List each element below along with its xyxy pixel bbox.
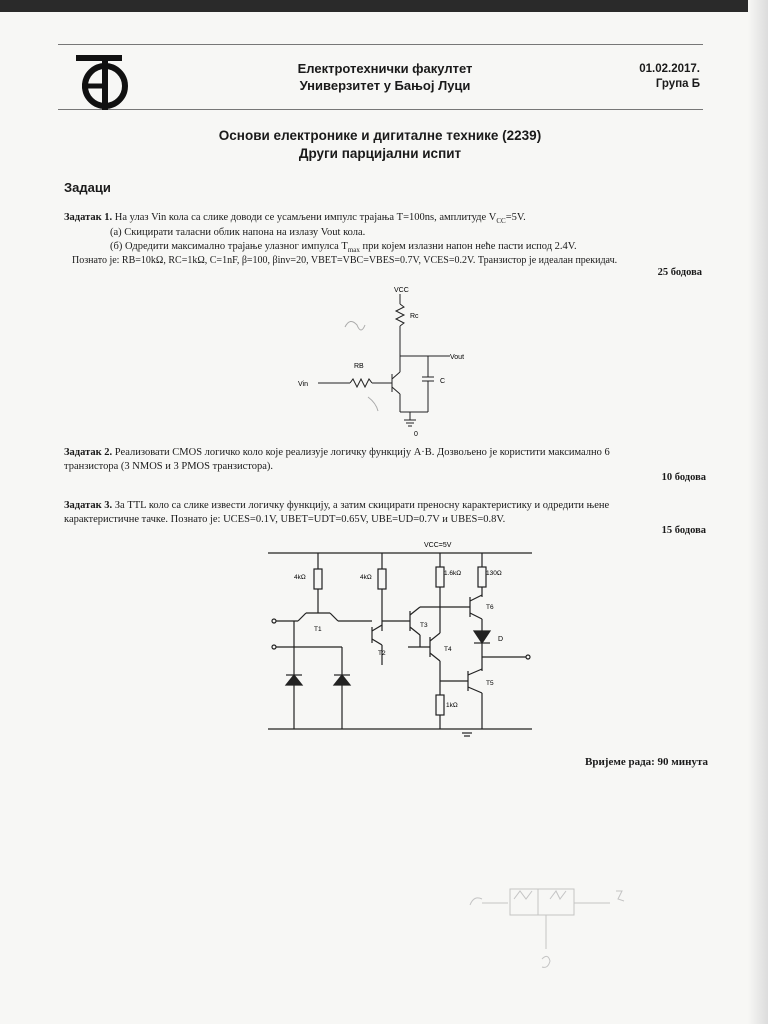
task3-text2a: карактеристичне тачке. Познато је: U <box>64 514 231 525</box>
work-time: Вријеме рада: 90 минута <box>584 756 708 768</box>
circuit1-diagram <box>290 282 510 438</box>
c2-d: D <box>498 636 504 643</box>
c2-r5: 1kΩ <box>446 702 458 709</box>
c1-rc: Rc <box>410 313 419 320</box>
task1-text: На улаз Vin кола са слике доводи се усамљени импулс трајања T=100ns, амплитуде V <box>114 212 497 223</box>
task1-b1: (б) Одредити максимално трајање улазног импулса T <box>110 241 348 252</box>
c1-vout: Vout <box>450 354 465 361</box>
task1-sub: CC <box>496 217 506 226</box>
exam-subtitle: Други парцијални испит <box>298 146 462 161</box>
task1-label: Задатак 1. <box>64 212 113 223</box>
scan-edge-right <box>748 0 768 1024</box>
c2-r1: 4kΩ <box>294 574 306 581</box>
task3-points: 15 бодова <box>661 525 706 536</box>
c1-vin: Vin <box>298 381 308 388</box>
c2-t4: T4 <box>444 646 452 653</box>
c1-vcc: VCC <box>394 287 409 294</box>
task3-line2 <box>64 513 505 526</box>
university-name: Универзитет у Бањој Луци <box>299 78 471 93</box>
task2-label: Задатак 2. <box>64 447 113 458</box>
task3-line1 <box>64 499 609 512</box>
c2-t1: T1 <box>314 626 322 633</box>
task2-line1 <box>64 446 610 459</box>
task3-text1: За TTL коло са слике извести логичку функцију, а затим скицирати преносну карактеристику и одредити њене <box>114 500 610 511</box>
etf-logo <box>72 50 134 112</box>
task2-points: 10 бодова <box>661 472 706 483</box>
c1-rb: RB <box>354 363 364 370</box>
c2-r3: 1.6kΩ <box>444 570 462 577</box>
scan-edge-top <box>0 0 768 12</box>
task3-text2b: CES=0.1V, UBET=UDT=0.65V, UBE=UD=0.7V и UBES=0.8V. <box>230 514 506 525</box>
task1-b2: при којем излазни напон неће пасти испод 2.4V. <box>359 241 577 252</box>
c2-t2: T2 <box>378 650 386 657</box>
c2-t3: T3 <box>420 622 428 629</box>
exam-date: 01.02.2017. <box>639 63 700 75</box>
header-rule-bottom <box>58 109 703 110</box>
faculty-name: Електротехнички факултет <box>297 61 473 76</box>
pencil-sketch <box>460 875 640 975</box>
circuit2-diagram <box>260 535 540 745</box>
task2-text1: Реализовати CMOS логичко коло које реализује логичку функцију A·B. Дозвољено је користити максимално 6 <box>114 447 610 458</box>
c2-t5: T5 <box>486 680 494 687</box>
task1-points: 25 бодова <box>657 267 702 278</box>
task1-known-a: Познато је: R <box>72 255 129 266</box>
date-block <box>600 62 700 92</box>
c1-gnd: 0 <box>414 431 418 438</box>
task1-text-end: =5V. <box>505 212 526 223</box>
task1-a: (а) Скицирати таласни облик напона на излазу Vout кола. <box>110 227 366 238</box>
task2-text2: транзистора (3 NMOS и 3 PMOS транзистора). <box>64 461 273 472</box>
task1-known-b: B=10kΩ, RC=1kΩ, C=1nF, β=100, βinv=20, VBET=VBC=VBES=0.7V, VCES=0.2V. Транзистор је идеалан прекидач. <box>128 255 618 266</box>
faculty-block <box>250 60 520 94</box>
task3-label: Задатак 3. <box>64 500 113 511</box>
tasks-heading: Задаци <box>64 180 111 195</box>
exam-title <box>120 127 640 163</box>
task1-known <box>72 254 617 267</box>
course-name: Основи електронике и дигиталне технике (2239) <box>218 128 542 143</box>
exam-group: Група Б <box>655 78 700 90</box>
c1-c: C <box>440 378 446 385</box>
c2-r2: 4kΩ <box>360 574 372 581</box>
header-rule-top <box>58 44 703 45</box>
c2-t6: T6 <box>486 604 494 611</box>
task1-b-sub: max <box>347 246 360 255</box>
c2-vcc: VCC=5V <box>424 542 452 549</box>
c2-r4: 130Ω <box>486 570 502 577</box>
